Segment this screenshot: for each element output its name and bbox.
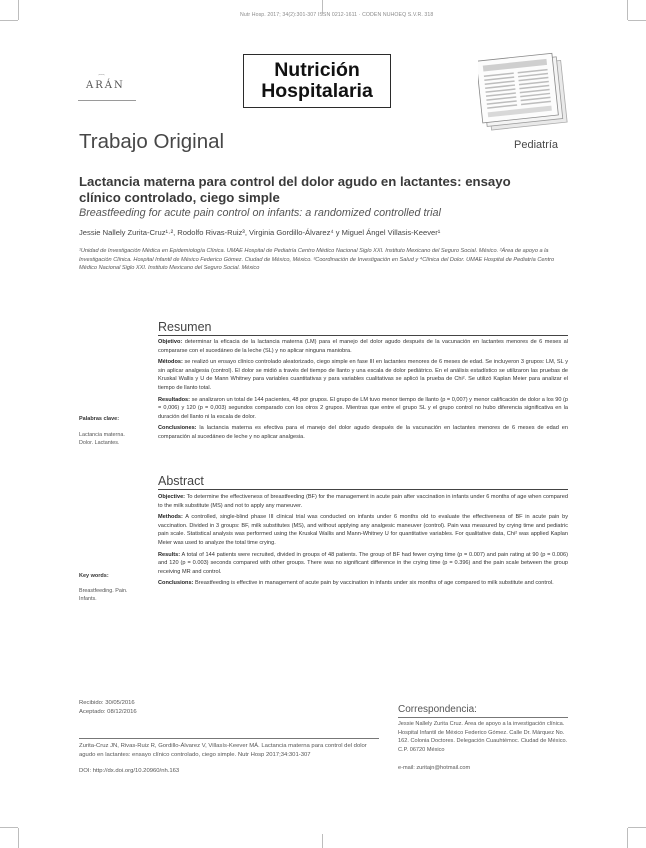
article-subtitle: Breastfeeding for acute pain control on infants: a randomized controlled trial [79, 207, 441, 219]
abstract-body [158, 493, 568, 588]
keywords-en: Breastfeeding. Pain. Infants. [79, 588, 128, 603]
doi-link[interactable]: DOI: http://dx.doi.org/10.20960/nh.163 [79, 768, 180, 774]
accepted-date: Aceptado: 08/12/2016 [79, 709, 137, 715]
journal-title-box [243, 54, 391, 108]
citation: Zurita-Cruz JN, Rivas-Ruiz R, Gordillo-Álvarez V, Villasís-Keever MÁ. Lactancia materna para control del dolor agudo en lactantes: ensayo clínico controlado, ciego simple. Nutr Hosp 2017;34:301-307 [79, 743, 367, 758]
correspondence-email[interactable]: e-mail: zuritajn@hotmail.com [398, 765, 471, 771]
correspondence-address: Jessie Nallely Zurita Cruz. Área de apoyo a la investigación clínica. Hospital Infantil de México Federico Gómez. Calle Dr. Márquez No. 162. Colonia Doctores. Delegación Cuauhtémoc. Ciudad de México. C.P. 06720 México [398, 721, 568, 754]
section-label: Trabajo Original [79, 130, 225, 153]
affiliations: ¹Unidad de Investigación Médica en Epidemiología Clínica. UMAE Hospital de Pediatría Centro Médico Nacional Siglo XXI. Instituto Mexicano del Seguro Social. México. ²Área de apoyo a la Investigación Clínica. Hospital Infantil de México Federico Gómez. Ciudad de México, México. ³Coordinación de Investigación en Salud y ⁴Clínica del Dolor. UMAE Hospital de Pediatría Centro Médico Nacional Siglo XXI. Instituto Mexicano del Seguro Social. México [79, 248, 555, 272]
abstract-rule [158, 489, 568, 490]
journal-title-line-1: Nutrición [274, 59, 360, 81]
resumen-resultados: Resultados: se analizaron un total de 144 pacientes, 48 por grupos. El grupo de LM tuvo menor tiempo de llanto (p = 0,007) y menor calificación de dolor a los 90 (p = 0,006) y 120 (p = 0,003) segundos comparado con los otros 2 grupos. Mientras que entre el grupo SL y el grupo control no hubo diferencia significativa en la duración del llanto ni la escala de dolor. [158, 396, 568, 420]
publication-line: Nutr Hosp. 2017; 34(2):301-307 ISSN 0212-1611 · CODEN NUHOEQ S.V.R. 318 [240, 12, 434, 18]
resumen-heading: Resumen [158, 320, 212, 334]
abstract-objective: Objective: To determine the effectiveness of breastfeeding (BF) for the management in acute pain after vaccination in infants under 6 months of age when compared to the milk substitute (MS) and not to apply any maneuver. [158, 494, 568, 509]
abstract-heading: Abstract [158, 474, 204, 488]
abstract-conclusions: Conclusions: Breastfeeding is effective in management of acute pain by vaccination in infants under six months of age compared to milk substitute and control. [158, 580, 554, 587]
keywords-label-en: Key words: [79, 573, 109, 579]
author-list: Jessie Nallely Zurita-Cruz¹·², Rodolfo Rivas-Ruiz³, Virginia Gordillo-Álvarez⁴ y Miguel Ángel Villasis-Keever¹ [79, 228, 441, 237]
citation-rule [79, 738, 379, 739]
abstract-results: Results: A total of 144 patients were recruited, divided in groups of 48 patients. The group of BF had fewer crying time (p = 0.007) and pain rating at 90 (p = 0.006) and 120 (p = 0.003) seconds compared with other groups. There was no significant difference in the crying time (p = 0.396) and the pain scale between the group receiving MR and control. [158, 551, 568, 575]
resumen-metodos: Métodos: se realizó un ensayo clínico controlado aleatorizado, ciego simple en fase III en lactantes menores de 6 meses de edad. Se incluyeron 3 grupos: LM, SL y sin aplicar analgesia (control). El dolor se midió a través del tiempo de llanto y una escala de dolor pediátrico. En el análisis estadístico se utilizaron las pruebas de Kruskal Wallis y U de Mann Whitney para variables cuantitativas y para variables cualitativas se aplicó la prueba de Chi². Se utilizó Kaplan Meier para analizar el tiempo de llanto total. [158, 359, 568, 391]
logo-underline [78, 100, 136, 101]
article-title: Lactancia materna para control del dolor agudo en lactantes: ensayo clínico controlado, ciego simple [79, 174, 511, 205]
logo-mark-icon: ⌒ [98, 75, 105, 82]
abstract-methods: Methods: A controlled, single-blind phase III clinical trial was conducted on infants under 6 months old to evaluate the effectiveness of BF in acute pain by vaccination. Divided in 3 groups: BF, milk substitutes (MS), and without applying any analgesic maneuver (control). Pain was measured by crying time and pediatric pain scale. Statistical analysis was performed using the Kruskal Wallis and Mann-Whitney U for quantitative variables. For qualitative data, Chi² was applied Kaplan Meier was used to analyze the total time crying. [158, 514, 568, 546]
category-label: Pediatría [514, 139, 559, 151]
journal-cover-thumbnail-icon [478, 52, 578, 136]
resumen-rule [158, 335, 568, 336]
correspondence-rule [398, 717, 568, 718]
publisher-logo: ARÁN [86, 80, 125, 91]
journal-title-line-2: Hospitalaria [261, 80, 373, 102]
correspondence-heading: Correspondencia: [398, 704, 477, 715]
resumen-objetivo: Objetivo: determinar la eficacia de la lactancia materna (LM) para el manejo del dolor agudo después de la vacunación en lactantes menores de 6 meses al compararse con el sucedáneo de la leche (SL) y no aplicar ninguna maniobra. [158, 339, 568, 354]
resumen-body [158, 338, 568, 442]
received-date: Recibido: 30/05/2016 [79, 700, 135, 706]
resumen-conclusiones: Conclusiones: la lactancia materna es efectiva para el manejo del dolor agudo después de la vacunación en lactantes menores de 6 meses de edad en comparación al sucedáneo de leche y no aplicar analgesia. [158, 425, 568, 440]
keywords-label-es: Palabras clave: [79, 416, 120, 422]
keywords-es: Lactancia materna. Dolor. Lactantes. [79, 432, 125, 447]
